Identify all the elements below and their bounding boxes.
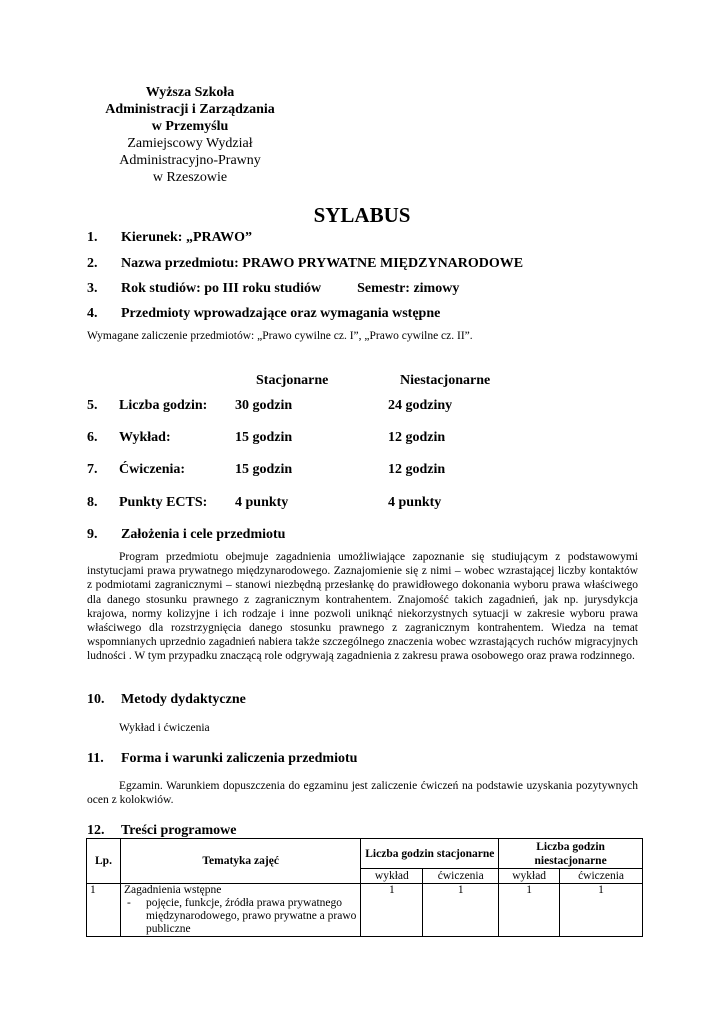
- header-exercise: ćwiczenia: [560, 869, 643, 884]
- section-4: [87, 306, 440, 322]
- section-12: [87, 823, 236, 839]
- row-label: Ćwiczenia:: [119, 462, 186, 477]
- header-line: Administracji i Zarządzania: [105, 102, 275, 117]
- section-label: Nazwa przedmiotu: PRAWO PRYWATNE MIĘDZYNARODOWE: [121, 256, 524, 271]
- header-topic: Tematyka zajęć: [120, 839, 360, 884]
- page-title: SYLABUS: [313, 203, 411, 227]
- section-number: 11.: [87, 751, 104, 766]
- assessment-text: Egzamin. Warunkiem dopuszczenia do egzaminu jest zaliczenie ćwiczeń na podstawie uzyskania pozytywnych ocen z kolokwiów.: [87, 780, 638, 807]
- row-number: 5.: [87, 398, 98, 413]
- section-number: 3.: [87, 281, 98, 296]
- subtopic-list: [124, 897, 357, 936]
- section-number: 10.: [87, 692, 105, 707]
- section-number: 2.: [87, 256, 98, 271]
- header-line: Administracyjno-Prawny: [119, 153, 261, 168]
- col-full-time: Stacjonarne: [256, 373, 329, 388]
- header-full-time: Liczba godzin stacjonarne: [361, 839, 499, 869]
- cell-lp: 1: [87, 884, 121, 937]
- header-lp: Lp.: [87, 839, 121, 884]
- header-part-time: Liczba godzin niestacjonarne: [499, 839, 643, 869]
- cell-full-lecture: 1: [361, 884, 423, 937]
- row-label: Punkty ECTS:: [119, 495, 208, 510]
- semester-label: Semestr: zimowy: [357, 281, 460, 296]
- requirements-text: Wymagane zaliczenie przedmiotów: „Prawo cywilne cz. I”, „Prawo cywilne cz. II”.: [87, 330, 473, 342]
- section-label: Metody dydaktyczne: [121, 692, 246, 707]
- section-10: [87, 692, 246, 708]
- objectives-paragraph: [87, 550, 638, 664]
- row-number: 8.: [87, 495, 98, 510]
- header-line: w Rzeszowie: [152, 170, 228, 185]
- row-full-value: 30 godzin: [235, 398, 293, 413]
- header-lecture: wykład: [361, 869, 423, 884]
- section-label: Forma i warunki zaliczenia przedmiotu: [121, 751, 358, 766]
- section-11: [87, 751, 357, 767]
- row-part-value: 12 godzin: [388, 462, 446, 477]
- cell-full-exercise: 1: [423, 884, 499, 937]
- header-line: Zamiejscowy Wydział: [127, 136, 253, 151]
- section-number: 12.: [87, 823, 105, 838]
- header-line: Wyższa Szkoła: [145, 85, 235, 100]
- row-part-value: 12 godzin: [388, 430, 446, 445]
- header-line: w Przemyślu: [151, 119, 229, 134]
- section-label: Treści programowe: [121, 823, 237, 838]
- section-number: 1.: [87, 230, 98, 245]
- row-part-value: 4 punkty: [388, 495, 442, 510]
- row-part-value: 24 godziny: [388, 398, 453, 413]
- cell-part-exercise: 1: [560, 884, 643, 937]
- section-label: Przedmioty wprowadzające oraz wymagania wstępne: [121, 306, 441, 321]
- section-label: Rok studiów: po III roku studiów: [121, 281, 322, 296]
- section-label: Kierunek: „PRAWO”: [121, 230, 253, 245]
- row-full-value: 4 punkty: [235, 495, 289, 510]
- row-full-value: 15 godzin: [235, 430, 293, 445]
- section-3: [87, 281, 459, 297]
- section-number: 9.: [87, 527, 98, 542]
- section-9: [87, 527, 285, 543]
- header-exercise: ćwiczenia: [423, 869, 499, 884]
- topic-title: Zagadnienia wstępne: [123, 884, 222, 896]
- cell-topic: [120, 884, 360, 937]
- cell-part-lecture: 1: [499, 884, 560, 937]
- subtopic-item: - pojęcie, funkcje, źródła prawa prywatnego międzynarodowego, prawo prywatne a prawo publiczne: [124, 897, 357, 936]
- section-1: [87, 230, 252, 246]
- row-full-value: 15 godzin: [235, 462, 293, 477]
- objectives-text: Program przedmiotu obejmuje zagadnienia umożliwiające zapoznanie się studiującym z podstawowymi instytucjami prawa prywatnego międzynarodowego. Zaznajomienie się z nimi – wobec wzrastającej liczby kontaktów z podmiotami zagranicznymi – stanowi niezbędną przesłankę do prawidłowego dokonania wyboru prawa właściwego dla danego stosunku prawnego z zagranicznym kontrahentem. Znajomość takich zagadnień, jak np. jurysdykcja krajowa, normy kolizyjne i ich rodzaje i inne pozwoli uniknąć niekorzystnych sytuacji w zakresie wyboru prawa właściwego dla rozstrzygnięcia danego stosunku prawnego z zagranicznym kontrahentem. Wiedza na temat wspomnianych uprzednio zagadnień nabiera także szczególnego znaczenia wobec wzrastających ruchów migracyjnych ludności . W tym przypadku znaczącą role odgrywają zagadnienia z zakresu prawa osobowego oraz prawa rodzinnego.: [87, 551, 638, 663]
- section-label: Założenia i cele przedmiotu: [121, 527, 286, 542]
- header-lecture: wykład: [499, 869, 560, 884]
- row-number: 7.: [87, 462, 98, 477]
- table-row: [87, 884, 643, 937]
- col-part-time: Niestacjonarne: [400, 373, 491, 388]
- institution-header: [80, 84, 300, 186]
- row-number: 6.: [87, 430, 98, 445]
- section-2: [87, 256, 523, 272]
- section-number: 4.: [87, 306, 98, 321]
- program-table: [86, 838, 643, 937]
- assessment-paragraph: [87, 779, 638, 807]
- row-label: Wykład:: [119, 430, 171, 445]
- methods-text: Wykład i ćwiczenia: [119, 722, 210, 734]
- row-label: Liczba godzin:: [119, 398, 208, 413]
